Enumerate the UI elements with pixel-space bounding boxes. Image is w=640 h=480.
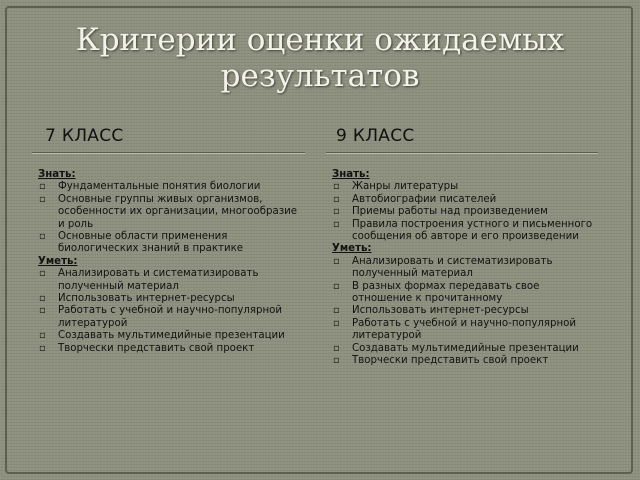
list-item: ▫ Создавать мультимедийные презентации	[39, 330, 285, 342]
know-label: Знать:	[332, 169, 370, 180]
can-list	[332, 256, 597, 368]
list-item: ▫ Правила построения устного и письменного сообщения об авторе и его произведении	[333, 218, 593, 243]
list-item: ▫ Анализировать и систематизировать полученный материал	[39, 268, 259, 292]
know-list	[38, 181, 303, 255]
bullet-icon: ▫	[333, 193, 340, 205]
can-label: Уметь:	[332, 243, 372, 255]
column-9-class	[332, 169, 597, 368]
can-list	[38, 268, 303, 355]
bullet-icon: ▫	[39, 305, 46, 317]
list-item: ▫ Фундаментальные понятия биологии	[39, 181, 261, 193]
list-item: ▫ Использовать интернет-ресурсы	[333, 305, 529, 317]
divider-line-right	[326, 152, 598, 154]
know-label: Знать:	[38, 169, 76, 180]
bullet-icon: ▫	[39, 342, 46, 354]
list-item: ▫ Жанры литературы	[333, 181, 459, 193]
bullet-icon: ▫	[333, 342, 340, 354]
bullet-icon: ▫	[333, 355, 340, 367]
bullet-icon: ▫	[333, 317, 340, 329]
title-line-1: Критерии оценки ожидаемых	[75, 22, 565, 58]
list-item: ▫ Работать с учебной и научно-популярной литературой	[333, 317, 577, 342]
bullet-icon: ▫	[39, 293, 46, 305]
list-item: ▫ Основные области применения биологических знаний в практике	[39, 231, 243, 255]
bullet-icon: ▫	[333, 218, 340, 230]
slide-title	[40, 22, 600, 94]
list-item: ▫ Творчески представить свой проект	[333, 355, 549, 367]
bullet-icon: ▫	[333, 255, 340, 267]
title-line-2: результатов	[220, 58, 420, 94]
know-list	[332, 181, 597, 243]
list-item: ▫ Приемы работы над произведением	[333, 206, 548, 218]
list-item: ▫ Автобиографии писателей	[333, 193, 497, 205]
column-heading-7: 7 КЛАСС	[45, 126, 124, 146]
list-item: ▫ Анализировать и систематизировать полученный материал	[333, 255, 553, 280]
list-item: ▫ Использовать интернет-ресурсы	[39, 293, 235, 305]
list-item: ▫ Творчески представить свой проект	[39, 342, 255, 354]
bullet-icon: ▫	[333, 305, 340, 317]
list-item: ▫ Создавать мультимедийные презентации	[333, 342, 579, 354]
list-item: ▫ Основные группы живых организмов, особенности их организации, многообразие и роль	[39, 193, 298, 230]
list-item: ▫ Работать с учебной и научно-популярной литературой	[39, 305, 283, 329]
bullet-icon: ▫	[39, 231, 46, 243]
bullet-icon: ▫	[39, 268, 46, 280]
column-heading-9: 9 КЛАСС	[336, 126, 415, 146]
can-label: Уметь:	[38, 255, 78, 267]
list-item: ▫ В разных формах передавать свое отношение к прочитанному	[333, 280, 540, 305]
bullet-icon: ▫	[39, 193, 46, 205]
bullet-icon: ▫	[39, 330, 46, 342]
bullet-icon: ▫	[333, 280, 340, 292]
bullet-icon: ▫	[39, 181, 46, 193]
bullet-icon: ▫	[333, 181, 340, 193]
bullet-icon: ▫	[333, 206, 340, 218]
column-7-class	[38, 169, 303, 355]
divider-line-left	[32, 152, 305, 154]
